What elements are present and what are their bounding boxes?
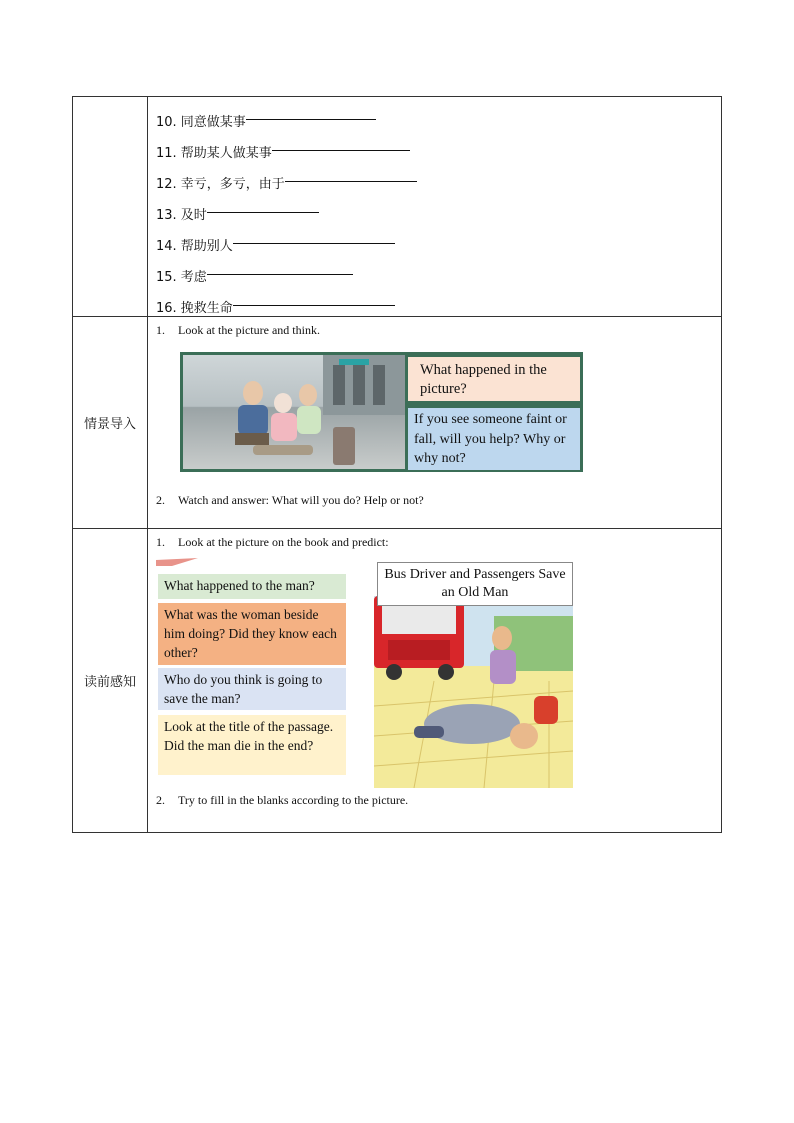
intro-task-2: 2. Watch and answer: What will you do? Help or not?	[156, 493, 424, 507]
answer-blank[interactable]	[272, 130, 410, 151]
prereading-picture	[156, 558, 716, 790]
lesson-table	[72, 96, 722, 833]
answer-blank[interactable]	[233, 223, 395, 244]
prereading-task-1: 1. Look at the picture on the book and predict:	[156, 535, 389, 549]
intro-row	[73, 317, 722, 529]
vocab-item: 14. 帮助别人	[156, 223, 721, 254]
comic-illustration	[374, 596, 573, 788]
vocab-item: 16. 挽救生命	[156, 285, 721, 316]
answer-blank[interactable]	[233, 285, 395, 306]
vocab-item: 15. 考虑	[156, 254, 721, 285]
prompt-box-what-happened: What happened in the picture?	[408, 357, 580, 401]
vocab-row	[73, 97, 722, 317]
prereading-row	[73, 529, 722, 833]
vocab-item: 12. 幸亏，多亏，由于	[156, 161, 721, 192]
vocab-content-cell	[148, 97, 722, 317]
vocab-item: 10. 同意做某事	[156, 99, 721, 130]
question-what-happened: What happened to the man?	[158, 574, 346, 599]
intro-label: 情景导入	[73, 317, 148, 529]
answer-blank[interactable]	[246, 99, 376, 120]
comic-title: Bus Driver and Passengers Save an Old Man	[377, 562, 573, 606]
question-who-save: Who do you think is going to save the man?	[158, 668, 346, 710]
vocab-item: 13. 及时	[156, 192, 721, 223]
vocab-item: 11. 帮助某人做某事	[156, 130, 721, 161]
faint-scene-illustration	[183, 355, 405, 469]
intro-picture	[180, 352, 583, 472]
question-woman-doing: What was the woman beside him doing? Did they know each other?	[158, 603, 346, 665]
bus-rescue-illustration	[374, 596, 573, 788]
answer-blank[interactable]	[207, 192, 319, 213]
prereading-label: 读前感知	[73, 529, 148, 833]
prompt-box-will-you-help: If you see someone faint or fall, will you help? Why or why not?	[408, 408, 580, 470]
vocab-label-cell	[73, 97, 148, 317]
intro-task-1: 1. Look at the picture and think.	[156, 323, 320, 337]
people-helping-illustration	[183, 355, 405, 469]
answer-blank[interactable]	[285, 161, 417, 182]
prereading-content-cell	[148, 529, 722, 833]
intro-content-cell	[148, 317, 722, 529]
answer-blank[interactable]	[207, 254, 353, 275]
question-man-die: Look at the title of the passage. Did the man die in the end?	[158, 715, 346, 775]
prereading-task-2: 2. Try to fill in the blanks according to the picture.	[156, 793, 409, 807]
decorative-corner-shape	[156, 558, 198, 568]
